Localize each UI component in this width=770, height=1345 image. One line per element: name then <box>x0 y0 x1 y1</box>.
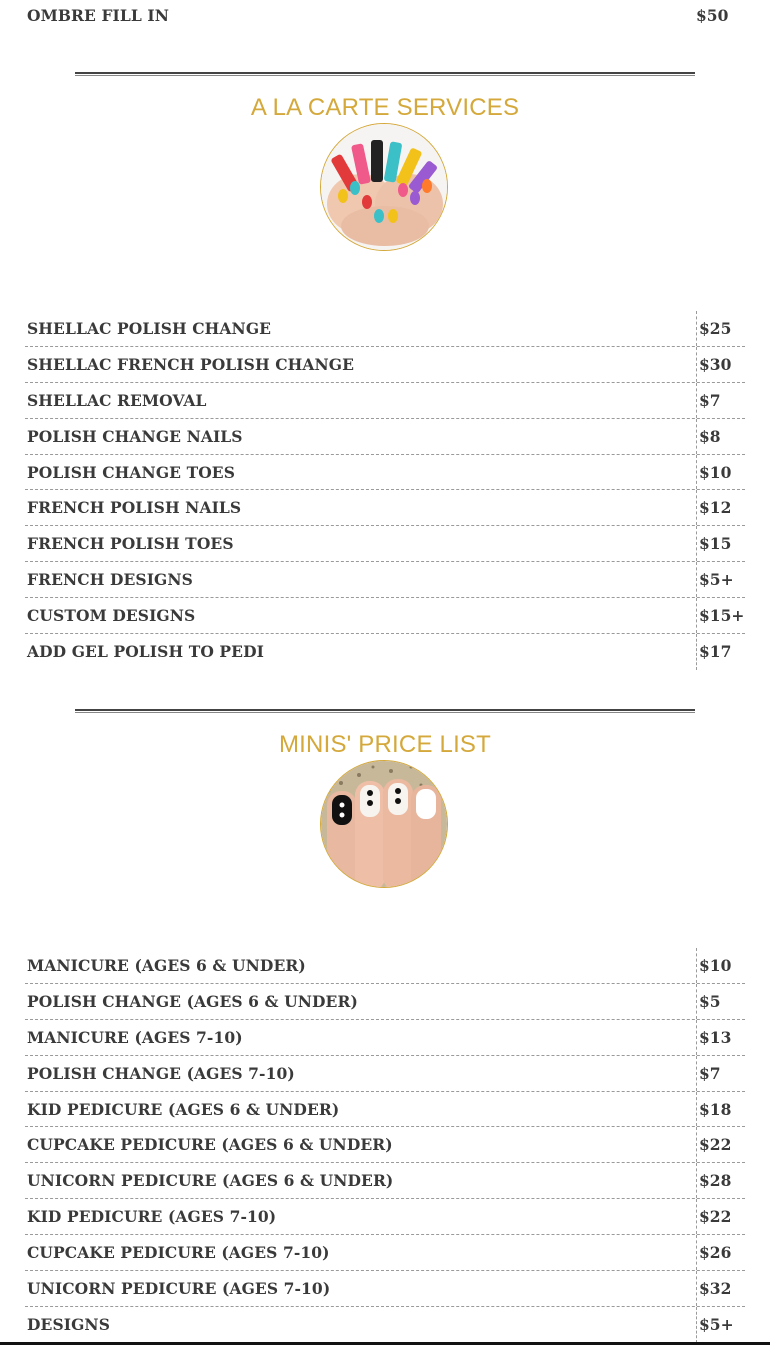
service-price: $5+ <box>696 562 745 597</box>
service-price: $17 <box>696 634 745 670</box>
price-row <box>25 984 745 1020</box>
price-row <box>25 1020 745 1056</box>
service-price: $50 <box>696 5 729 25</box>
service-name: KID PEDICURE (AGES 6 & UNDER) <box>27 1099 340 1119</box>
section-divider <box>75 709 695 713</box>
service-name: FRENCH DESIGNS <box>27 570 193 590</box>
service-name: POLISH CHANGE NAILS <box>27 426 243 446</box>
price-row <box>25 383 745 419</box>
service-price: $7 <box>696 1056 745 1091</box>
service-name: KID PEDICURE (AGES 7-10) <box>27 1207 277 1227</box>
service-price: $5+ <box>696 1307 745 1343</box>
service-price: $28 <box>696 1163 745 1198</box>
service-name: FRENCH POLISH TOES <box>27 534 234 554</box>
service-price: $7 <box>696 383 745 418</box>
service-name: CUPCAKE PEDICURE (AGES 6 & UNDER) <box>27 1135 393 1155</box>
service-name: OMBRE FILL IN <box>27 5 170 25</box>
nail-art-design-photo <box>320 760 448 888</box>
price-row <box>25 490 745 526</box>
service-price: $10 <box>696 455 745 490</box>
price-row <box>25 347 745 383</box>
nail-polish-hands-photo <box>320 123 448 251</box>
price-row <box>25 1199 745 1235</box>
price-row <box>25 455 745 491</box>
service-name: SHELLAC REMOVAL <box>27 390 207 410</box>
section-divider <box>75 72 695 76</box>
service-name: UNICORN PEDICURE (AGES 7-10) <box>27 1278 331 1298</box>
service-price: $10 <box>696 948 745 983</box>
price-row <box>25 948 745 984</box>
price-row <box>25 526 745 562</box>
price-row <box>25 598 745 634</box>
section-title-a-la-carte: A LA CARTE SERVICES <box>250 94 520 121</box>
service-name: ADD GEL POLISH TO PEDI <box>27 642 264 662</box>
price-row <box>25 1056 745 1092</box>
service-price: $26 <box>696 1235 745 1270</box>
service-name: MANICURE (AGES 6 & UNDER) <box>27 955 306 975</box>
service-name: CUSTOM DESIGNS <box>27 606 196 626</box>
service-name: FRENCH POLISH NAILS <box>27 498 242 518</box>
service-price: $30 <box>696 347 745 382</box>
service-price: $15 <box>696 526 745 561</box>
price-row <box>25 311 745 347</box>
price-row <box>25 1127 745 1163</box>
service-name: SHELLAC POLISH CHANGE <box>27 318 272 338</box>
service-price: $12 <box>696 490 745 525</box>
service-name: POLISH CHANGE (AGES 6 & UNDER) <box>27 991 358 1011</box>
minis-price-list <box>25 948 745 1343</box>
service-name: UNICORN PEDICURE (AGES 6 & UNDER) <box>27 1171 394 1191</box>
price-row <box>25 1092 745 1128</box>
price-row <box>25 562 745 598</box>
service-name: POLISH CHANGE TOES <box>27 462 236 482</box>
service-name: POLISH CHANGE (AGES 7-10) <box>27 1063 295 1083</box>
service-price: $15+ <box>696 598 745 633</box>
price-row <box>25 419 745 455</box>
service-price: $32 <box>696 1271 745 1306</box>
section-title-minis: MINIS' PRICE LIST <box>278 731 492 758</box>
service-name: DESIGNS <box>27 1315 110 1335</box>
service-price: $22 <box>696 1127 745 1162</box>
price-row <box>25 1163 745 1199</box>
service-price: $5 <box>696 984 745 1019</box>
price-row <box>25 1271 745 1307</box>
price-row <box>25 634 745 670</box>
service-price: $22 <box>696 1199 745 1234</box>
price-row <box>25 1235 745 1271</box>
service-name: CUPCAKE PEDICURE (AGES 7-10) <box>27 1243 330 1263</box>
service-name: MANICURE (AGES 7-10) <box>27 1027 243 1047</box>
a-la-carte-price-list <box>25 311 745 670</box>
service-name: SHELLAC FRENCH POLISH CHANGE <box>27 354 355 374</box>
price-row <box>25 1307 745 1343</box>
service-price: $18 <box>696 1092 745 1127</box>
service-price: $25 <box>696 311 745 346</box>
service-price: $8 <box>696 419 745 454</box>
price-row-ombre-fill-in <box>25 0 745 30</box>
service-price: $13 <box>696 1020 745 1055</box>
